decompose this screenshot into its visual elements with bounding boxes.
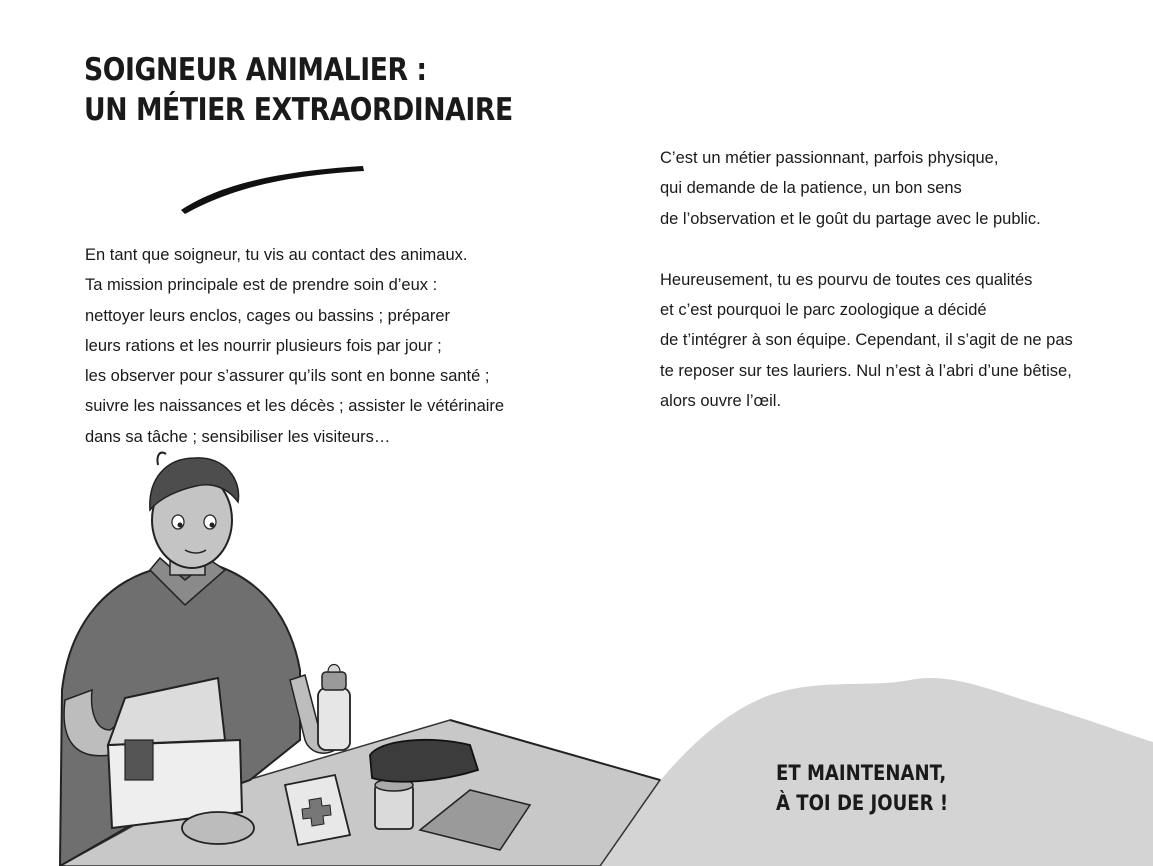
text-line: En tant que soigneur, tu vis au contact des animaux. xyxy=(85,246,468,264)
text-line: te reposer sur tes lauriers. Nul n’est à l’abri d’une bêtise, xyxy=(660,361,1072,380)
brush-stroke-decoration xyxy=(175,158,375,218)
text-line: de t’intégrer à son équipe. Cependant, il s’agit de ne pas xyxy=(660,331,1073,350)
feeding-bottle xyxy=(318,665,350,751)
text-line: de l’observation et le goût du partage avec le public. xyxy=(660,209,1041,228)
text-line: C’est un métier passionnant, parfois physique, xyxy=(660,149,999,167)
jar xyxy=(375,779,413,829)
cta-line-2: À TOI DE JOUER ! xyxy=(776,791,949,815)
bag xyxy=(370,740,478,782)
text-line: nettoyer leurs enclos, cages ou bassins ; préparer xyxy=(85,306,451,325)
text-line: Heureusement, tu es pourvu de toutes ces qualités xyxy=(660,270,1033,289)
paragraph-1 xyxy=(660,143,1073,234)
paragraph-spacer xyxy=(660,234,1073,265)
bowl xyxy=(182,812,254,844)
text-line: suivre les naissances et les décès ; assister le vétérinaire xyxy=(85,397,505,416)
text-line: Ta mission principale est de prendre soin d’eux : xyxy=(85,276,438,295)
text-line: et c’est pourquoi le parc zoologique a décidé xyxy=(660,301,987,320)
intro-text-left xyxy=(85,240,504,452)
page-title xyxy=(84,50,513,130)
call-to-action xyxy=(776,758,948,818)
title-line-2: UN MÉTIER EXTRAORDINAIRE xyxy=(84,92,513,128)
title-line-1: SOIGNEUR ANIMALIER : xyxy=(84,52,427,88)
text-line: leurs rations et les nourrir plusieurs fois par jour ; xyxy=(85,336,442,355)
text-line: alors ouvre l’œil. xyxy=(660,392,782,411)
text-line: les observer pour s’assurer qu’ils sont en bonne santé ; xyxy=(85,367,490,386)
paragraph-2 xyxy=(660,265,1073,416)
text-line: qui demande de la patience, un bon sens xyxy=(660,179,962,198)
zookeeper-illustration xyxy=(0,440,680,866)
text-line: dans sa tâche ; sensibiliser les visiteurs… xyxy=(85,427,391,446)
cta-line-1: ET MAINTENANT, xyxy=(776,761,947,785)
intro-text-right xyxy=(660,143,1073,416)
